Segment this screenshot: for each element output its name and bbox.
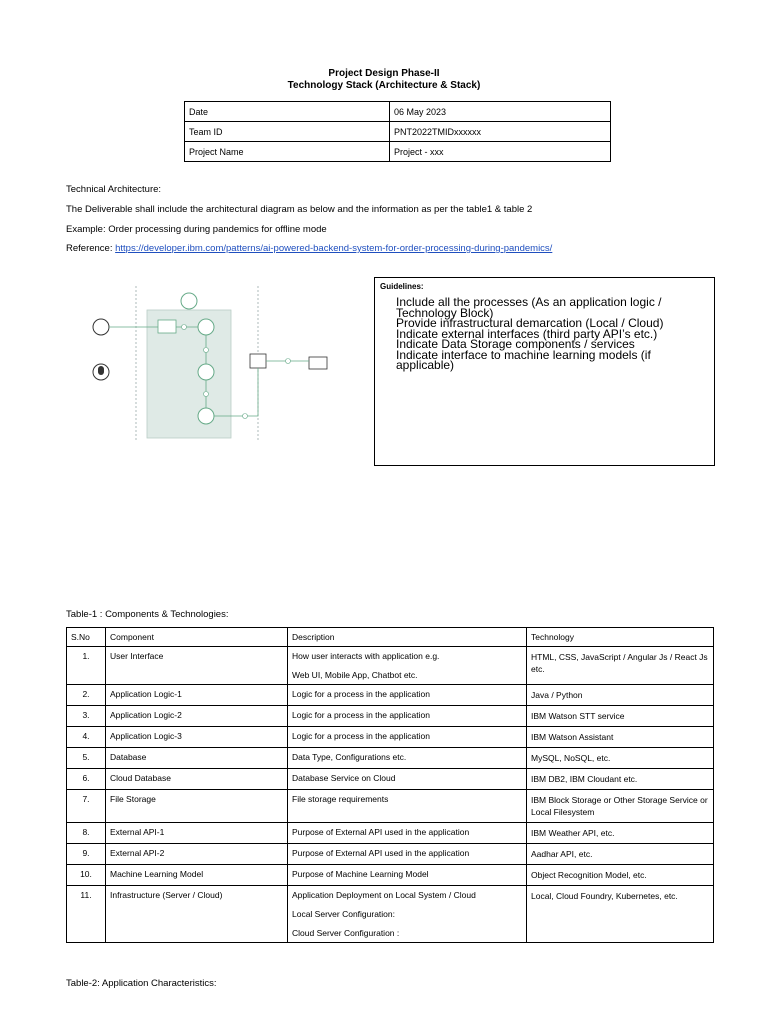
- description-line: Purpose of External API used in the application: [292, 827, 470, 837]
- component-cell: External API-2: [106, 844, 288, 865]
- technology-cell: IBM Block Storage or Other Storage Service or Local Filesystem: [527, 790, 714, 823]
- technology-cell: Local, Cloud Foundry, Kubernetes, etc.: [527, 886, 714, 943]
- row-number: 3.: [67, 706, 106, 727]
- component-cell: External API-1: [106, 823, 288, 844]
- process-node-icon: [198, 364, 214, 380]
- description-line: Application Deployment on Local System / Cloud: [292, 890, 476, 900]
- description-line: Purpose of Machine Learning Model: [292, 869, 429, 879]
- description-cell: [288, 769, 527, 790]
- list-item: Provide infrastructural demarcation (Local / Cloud): [396, 316, 664, 330]
- reference-link[interactable]: https://developer.ibm.com/patterns/ai-powered-backend-system-for-order-processing-during-pandemics/: [115, 243, 553, 254]
- row-number: 4.: [67, 727, 106, 748]
- row-number: 1.: [67, 647, 106, 685]
- component-cell: Cloud Database: [106, 769, 288, 790]
- meta-value: PNT2022TMIDxxxxxx: [390, 122, 611, 142]
- table-row: [67, 769, 714, 790]
- components-table: [66, 627, 714, 943]
- technology-cell: IBM DB2, IBM Cloudant etc.: [527, 769, 714, 790]
- table-row: [67, 647, 714, 685]
- list-item: Indicate external interfaces (third party API’s etc.): [396, 326, 658, 341]
- technology-cell: Aadhar API, etc.: [527, 844, 714, 865]
- component-cell: Application Logic-2: [106, 706, 288, 727]
- description-cell: [288, 748, 527, 769]
- description-cell: [288, 727, 527, 748]
- meta-value: Project - xxx: [390, 142, 611, 162]
- deliverable-text: The Deliverable shall include the architectural diagram as below and the information as per the table1 & table 2: [66, 204, 533, 215]
- step-marker-icon: [182, 325, 187, 330]
- architecture-heading: Technical Architecture:: [66, 184, 162, 195]
- row-number: 8.: [67, 823, 106, 844]
- output-app-icon: [309, 357, 327, 369]
- description-cell: [288, 706, 527, 727]
- step-marker-icon: [204, 392, 209, 397]
- description-line: Cloud Server Configuration :: [292, 928, 400, 938]
- table-row: [67, 685, 714, 706]
- reference-label: Reference:: [66, 243, 116, 254]
- row-number: 11.: [67, 886, 106, 943]
- meta-key: Team ID: [185, 122, 390, 142]
- table-row: [67, 823, 714, 844]
- list-item: Indicate interface to machine learning models (if applicable): [396, 347, 651, 372]
- reference-line: [66, 243, 552, 254]
- components-table-body: [67, 647, 714, 943]
- guidelines-heading: Guidelines:: [380, 282, 424, 291]
- description-line: Data Type, Configurations etc.: [292, 752, 407, 762]
- description-cell: [288, 790, 527, 823]
- technology-cell: IBM Watson Assistant: [527, 727, 714, 748]
- description-cell: [288, 844, 527, 865]
- row-number: 10.: [67, 865, 106, 886]
- description-line: Logic for a process in the application: [292, 731, 430, 741]
- row-number: 9.: [67, 844, 106, 865]
- list-item: Indicate Data Storage components / services: [396, 337, 635, 351]
- table-row: [67, 727, 714, 748]
- technology-cell: HTML, CSS, JavaScript / Angular Js / React Js etc.: [527, 647, 714, 685]
- description-cell: [288, 865, 527, 886]
- table-row: [67, 844, 714, 865]
- table-row: [67, 706, 714, 727]
- step-marker-icon: [286, 359, 291, 364]
- technology-cell: Object Recognition Model, etc.: [527, 865, 714, 886]
- table2-caption: Table-2: Application Characteristics:: [66, 978, 217, 989]
- technology-cell: Java / Python: [527, 685, 714, 706]
- table-row: [185, 102, 611, 122]
- description-cell: [288, 647, 527, 685]
- technology-cell: IBM Watson STT service: [527, 706, 714, 727]
- column-header: Component: [106, 628, 288, 647]
- row-number: 7.: [67, 790, 106, 823]
- table-row: [185, 142, 611, 162]
- service-node-icon: [181, 293, 197, 309]
- row-number: 2.: [67, 685, 106, 706]
- component-cell: Infrastructure (Server / Cloud): [106, 886, 288, 943]
- component-cell: File Storage: [106, 790, 288, 823]
- column-header: S.No: [67, 628, 106, 647]
- project-meta-table: [184, 101, 611, 162]
- column-header: Technology: [527, 628, 714, 647]
- row-number: 6.: [67, 769, 106, 790]
- example-text: Example: Order processing during pandemics for offline mode: [66, 224, 327, 235]
- meta-value: 06 May 2023: [390, 102, 611, 122]
- component-cell: Application Logic-3: [106, 727, 288, 748]
- component-cell: Database: [106, 748, 288, 769]
- table-row: [67, 748, 714, 769]
- description-cell: [288, 823, 527, 844]
- user-app-icon: [93, 319, 109, 335]
- row-number: 5.: [67, 748, 106, 769]
- technology-cell: IBM Weather API, etc.: [527, 823, 714, 844]
- microphone-icon: [98, 366, 104, 375]
- description-line: File storage requirements: [292, 794, 389, 804]
- process-node-icon: [158, 320, 176, 333]
- description-line: Logic for a process in the application: [292, 689, 430, 699]
- step-marker-icon: [204, 348, 209, 353]
- process-node-icon: [198, 319, 214, 335]
- guidelines-list: [396, 297, 708, 371]
- column-header: Description: [288, 628, 527, 647]
- page-title: Project Design Phase-II: [328, 68, 440, 79]
- technology-cell: MySQL, NoSQL, etc.: [527, 748, 714, 769]
- table1-caption: Table-1 : Components & Technologies:: [66, 609, 229, 620]
- database-icon: [250, 354, 266, 368]
- table-header-row: [67, 628, 714, 647]
- description-line: How user interacts with application e.g.: [292, 651, 440, 661]
- table-row: [67, 790, 714, 823]
- architecture-diagram: [80, 280, 330, 445]
- description-line: Local Server Configuration:: [292, 909, 396, 919]
- list-item: Include all the processes (As an application logic / Technology Block): [396, 295, 662, 320]
- description-cell: [288, 886, 527, 943]
- description-line: Logic for a process in the application: [292, 710, 430, 720]
- table-row: [67, 865, 714, 886]
- meta-key: Project Name: [185, 142, 390, 162]
- page-subtitle: Technology Stack (Architecture & Stack): [287, 80, 481, 91]
- table-row: [185, 122, 611, 142]
- process-node-icon: [198, 408, 214, 424]
- meta-key: Date: [185, 102, 390, 122]
- description-cell: [288, 685, 527, 706]
- component-cell: Application Logic-1: [106, 685, 288, 706]
- description-line: Purpose of External API used in the application: [292, 848, 470, 858]
- description-line: Web UI, Mobile App, Chatbot etc.: [292, 670, 418, 680]
- component-cell: Machine Learning Model: [106, 865, 288, 886]
- table-row: [67, 886, 714, 943]
- step-marker-icon: [243, 414, 248, 419]
- component-cell: User Interface: [106, 647, 288, 685]
- description-line: Database Service on Cloud: [292, 773, 396, 783]
